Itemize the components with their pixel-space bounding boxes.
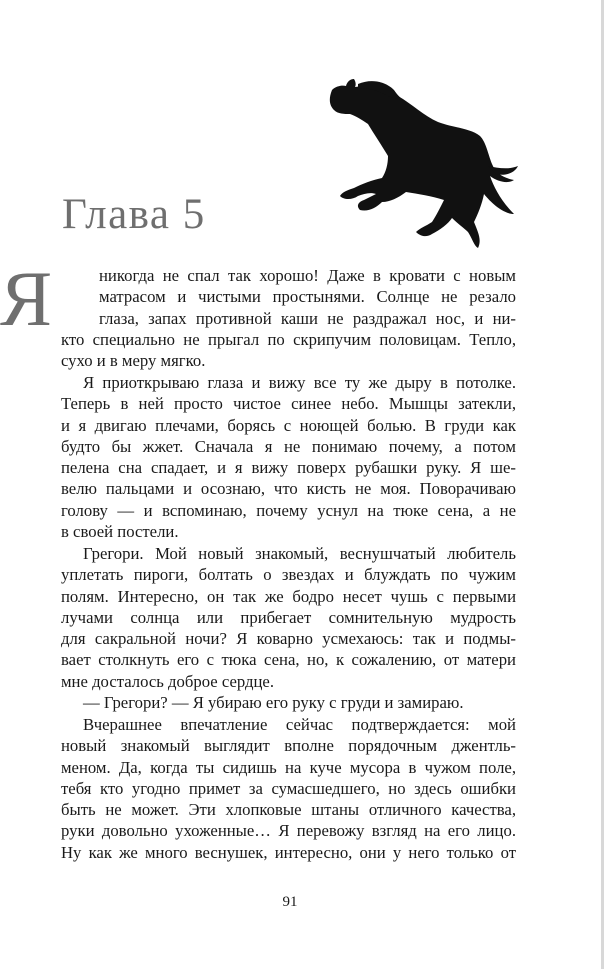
text-line: голову — и вспоминаю, почему уснул на тюке сена, а не [61, 500, 516, 520]
text-line: и я двигаю плечами, борясь с ноющей болью. В груди как [61, 415, 516, 435]
text-line: — Грегори? — Я убираю его руку с груди и замираю. [83, 693, 464, 712]
chapter-title: Глава 5 [62, 191, 206, 238]
text-line: быть не может. Эти хлопковые штаны отличного качества, [61, 800, 516, 820]
text-line: вает столкнуть его с тюка сена, но, к сожалению, от матери [61, 650, 516, 670]
paragraph-5 [61, 714, 516, 863]
paragraph-2 [61, 372, 516, 542]
text-line: сухо и в меру мягко. [61, 351, 206, 371]
text-line: никогда не спал так хорошо! Даже в кровати с новым [99, 266, 516, 285]
text-line: Теперь в ней просто чистое синее небо. Мышцы затекли, [61, 394, 516, 414]
text-line: руки довольно ухоженные… Я перевожу взгляд на его лицо. [61, 821, 516, 841]
text-line: полям. Интересно, он так же бодро несет чушь с первыми [61, 586, 516, 606]
paragraph-1 [61, 265, 516, 371]
drop-cap: Я [0, 255, 53, 342]
text-line: в своей постели. [61, 522, 179, 542]
text-line: для сакральной ночи? Я коварно усмехаюсь: так и подмы- [61, 629, 516, 649]
text-line: уплетать пироги, болтать о звездах и блуждать по чужим [61, 565, 516, 585]
text-line: тебя кто угодно примет за сумасшедшего, но здесь ошибки [61, 778, 516, 798]
text-line: Вчерашнее впечатление сейчас подтверждается: мой [83, 715, 516, 734]
text-line: кто специально не прыгал по скрипучим половицам. Тепло, [61, 329, 516, 349]
page-number: 91 [282, 894, 298, 910]
text-line: Грегори. Мой новый знакомый, веснушчатый любитель [83, 544, 516, 563]
text-line: велю пальцами и осознаю, что кисть не моя. Поворачиваю [61, 479, 516, 499]
text-line: лучами солнца или прибегает сомнительную мудрость [61, 607, 516, 627]
text-line: будто бы жжет. Сначала я не понимаю почему, а потом [61, 436, 516, 456]
text-line: мне досталось доброе сердце. [61, 671, 274, 691]
text-line: пелена сна спадает, и я вижу поверх рубашки руку. Я ше- [61, 458, 516, 478]
text-line: матрасом и чистыми простынями. Солнце не резало [99, 287, 516, 307]
text-line: Я приоткрываю глаза и вижу все ту же дыру в потолке. [83, 373, 516, 392]
text-line: глаза, запах противной каши не раздражал нос, и ни- [99, 308, 516, 328]
text-line: Ну как же много веснушек, интересно, они у него только от [61, 842, 516, 862]
paragraph-4 [61, 692, 516, 713]
paragraph-3 [61, 543, 516, 692]
horse-silhouette-icon [328, 76, 520, 252]
text-line: меном. Да, когда ты сидишь на куче мусора в чужом поле, [61, 757, 516, 777]
text-line: новый знакомый выглядит вполне порядочным джентль- [61, 736, 516, 756]
